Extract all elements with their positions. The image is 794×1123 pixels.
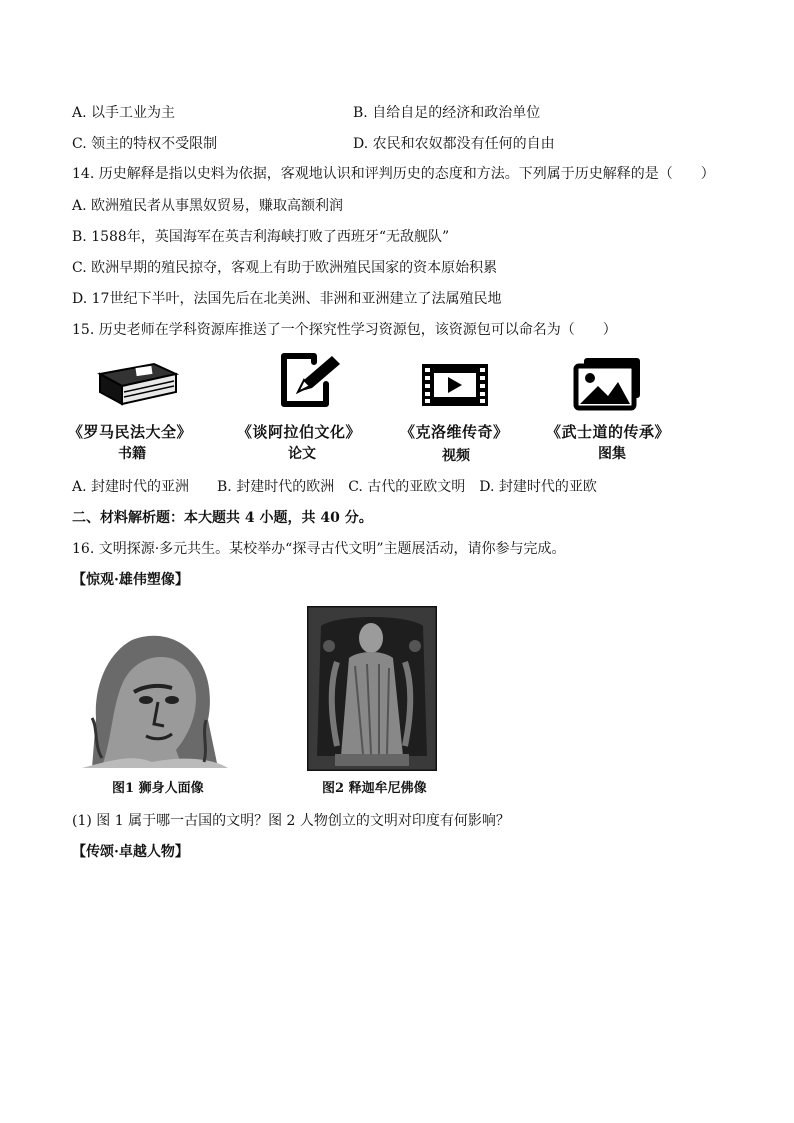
q13-option-b: B. 自给自足的经济和政治单位: [353, 105, 541, 121]
q14-option-a: A. 欧洲殖民者从事黑奴贸易，赚取高额利润: [72, 198, 344, 214]
resource-type-1: 书籍: [118, 446, 146, 462]
q14-option-c: C. 欧洲早期的殖民掠夺，客观上有助于欧洲殖民国家的资本原始积累: [72, 260, 498, 276]
q16-heading-figures: 【传颂·卓越人物】: [72, 844, 189, 860]
q14-option-d: D. 17世纪下半叶，法国先后在北美洲、非洲和亚洲建立了法属殖民地: [72, 291, 502, 307]
resource-title-4: 《武士道的传承》: [546, 423, 671, 441]
resource-type-3: 视频: [442, 448, 470, 464]
q16-subquestion-1: (1) 图 1 属于哪一古国的文明？图 2 人物创立的文明对印度有何影响？: [72, 813, 510, 829]
sphinx-photo: [72, 628, 234, 777]
q15-options: A. 封建时代的亚洲 B. 封建时代的欧洲 C. 古代的亚欧文明 D. 封建时代的亚欧: [72, 479, 597, 495]
resource-type-4: 图集: [598, 446, 626, 462]
q13-option-c: C. 领主的特权不受限制: [72, 136, 218, 152]
q13-option-a: A. 以手工业为主: [72, 105, 176, 121]
resource-title-3: 《克洛维传奇》: [400, 423, 509, 441]
gallery-icon: [572, 356, 644, 416]
book-icon: [92, 360, 182, 414]
resource-title-1: 《罗马民法大全》: [68, 423, 193, 441]
fig1-caption: 图1 狮身人面像: [112, 781, 204, 796]
q14-option-b: B. 1588年，英国海军在英吉利海峡打败了西班牙“无敌舰队”: [72, 229, 450, 245]
resource-title-2: 《谈阿拉伯文化》: [237, 423, 362, 441]
video-icon: [420, 360, 490, 414]
q16-stem: 16. 文明探源·多元共生。某校举办“探寻古代文明”主题展活动，请你参与完成。: [72, 541, 566, 557]
q13-option-d: D. 农民和农奴都没有任何的自由: [353, 136, 555, 152]
q15-stem: 15. 历史老师在学科资源库推送了一个探究性学习资源包，该资源包可以命名为（ ）: [72, 322, 617, 338]
fig2-caption: 图2 释迦牟尼佛像: [322, 781, 427, 796]
q14-stem: 14. 历史解释是指以史料为依据，客观地认识和评判历史的态度和方法。下列属于历史解释的是（ ）: [72, 166, 715, 182]
pen-paper-icon: [270, 350, 350, 414]
buddha-photo: [307, 606, 437, 775]
section-heading: 二、材料解析题：本大题共 4 小题，共 40 分。: [72, 510, 373, 526]
q16-heading-statues: 【惊观·雄伟塑像】: [72, 572, 189, 588]
resource-type-2: 论文: [288, 446, 316, 462]
